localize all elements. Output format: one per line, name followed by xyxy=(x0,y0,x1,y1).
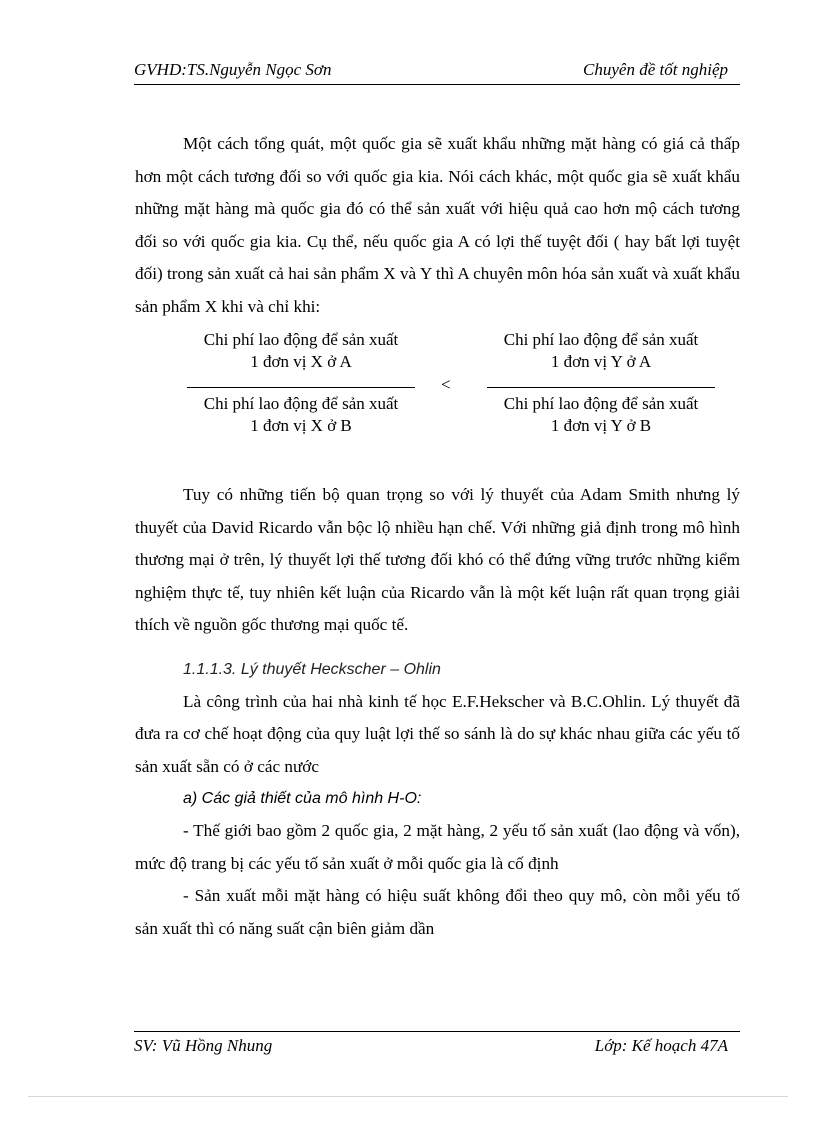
fraction-y-numerator xyxy=(483,329,719,373)
page-bottom-divider xyxy=(28,1096,788,1097)
fraction-y-denominator-line1: Chi phí lao động để sản xuất xyxy=(503,394,699,413)
less-than-operator: < xyxy=(441,375,451,394)
header-supervisor: GVHD:TS.Nguyễn Ngọc Sơn xyxy=(134,60,332,79)
paragraph-comparative-advantage: Một cách tổng quát, một quốc gia sẽ xuất khẩu những mặt hàng có giá cả thấp hơn một cách tương đối so với quốc gia kia. Nói cách khác, một quốc gia sẽ xuất khẩu những mặt hàng mà quốc gia đó có thể sản xuất với hiệu quả cao hơn mộ cách tương đối so với quốc gia kia. Cụ thể, nếu quốc gia A có lợi thế tuyệt đối ( hay bất lợi tuyệt đối) trong sản xuất cả hai sản phẩm X và Y thì A chuyên môn hóa sản xuất và xuất khẩu sản phẩm X khi và chỉ khi: xyxy=(135,134,740,316)
page-body xyxy=(135,128,740,945)
page-footer xyxy=(134,1031,740,1062)
fraction-x-numerator xyxy=(183,329,419,373)
paragraph-assumption-2: - Sản xuất mỗi mặt hàng có hiệu suất không đổi theo quy mô, còn mỗi yếu tố sản xuất thì có năng suất cận biên giảm dần xyxy=(135,886,740,938)
header-doc-type: Chuyên đề tốt nghiệp xyxy=(583,60,728,79)
fraction-y-denominator xyxy=(483,393,719,437)
fraction-y-denominator-line2: 1 đơn vị Y ở B xyxy=(550,416,652,435)
paragraph-assumption-1: - Thế giới bao gồm 2 quốc gia, 2 mặt hàng, 2 yếu tố sản xuất (lao động và vốn), mức độ trang bị các yếu tố sản xuất ở mỗi quốc gia là cố định xyxy=(135,821,740,873)
footer-class: Lớp: Kế hoạch 47A xyxy=(594,1036,728,1055)
paragraph-ricardo-limits: Tuy có những tiến bộ quan trọng so với lý thuyết của Adam Smith nhưng lý thuyết của David Ricardo vẫn bộc lộ nhiều hạn chế. Với những giả định trong mô hình thương mại ở trên, lý thuyết lợi thế tương đối khó có thể đứng vững trước những kiểm nghiệm thực tế, tuy nhiên kết luận của Ricardo vẫn là một kết luận rất quan trọng giải thích về nguồn gốc thương mại quốc tế. xyxy=(135,485,740,634)
fraction-y-numerator-line1: Chi phí lao động để sản xuất xyxy=(503,330,699,349)
fraction-x-denominator xyxy=(183,393,419,437)
fraction-x-denominator-line1: Chi phí lao động để sản xuất xyxy=(203,394,399,413)
fraction-y-numerator-line2: 1 đơn vị Y ở A xyxy=(550,352,652,371)
section-heading-heckscher-ohlin: 1.1.1.3. Lý thuyết Heckscher – Ohlin xyxy=(183,660,441,678)
fraction-x-numerator-line2: 1 đơn vị X ở A xyxy=(250,352,352,371)
cost-ratio-formula xyxy=(135,329,740,479)
subsection-heading-ho-assumptions: a) Các giả thiết của mô hình H-O: xyxy=(183,790,422,807)
footer-student: SV: Vũ Hồng Nhung xyxy=(134,1036,273,1055)
fraction-x-denominator-line2: 1 đơn vị X ở B xyxy=(250,416,352,435)
paragraph-ho-intro: Là công trình của hai nhà kinh tế học E.F.Hekscher và B.C.Ohlin. Lý thuyết đã đưa ra cơ chế hoạt động của quy luật lợi thế so sánh là do sự khác nhau giữa các yếu tố sản xuất sẵn có ở các nước xyxy=(135,691,740,776)
fraction-x-bar xyxy=(187,387,415,388)
page-header xyxy=(134,58,740,85)
fraction-x-numerator-line1: Chi phí lao động để sản xuất xyxy=(203,330,399,349)
fraction-y-bar xyxy=(487,387,715,388)
